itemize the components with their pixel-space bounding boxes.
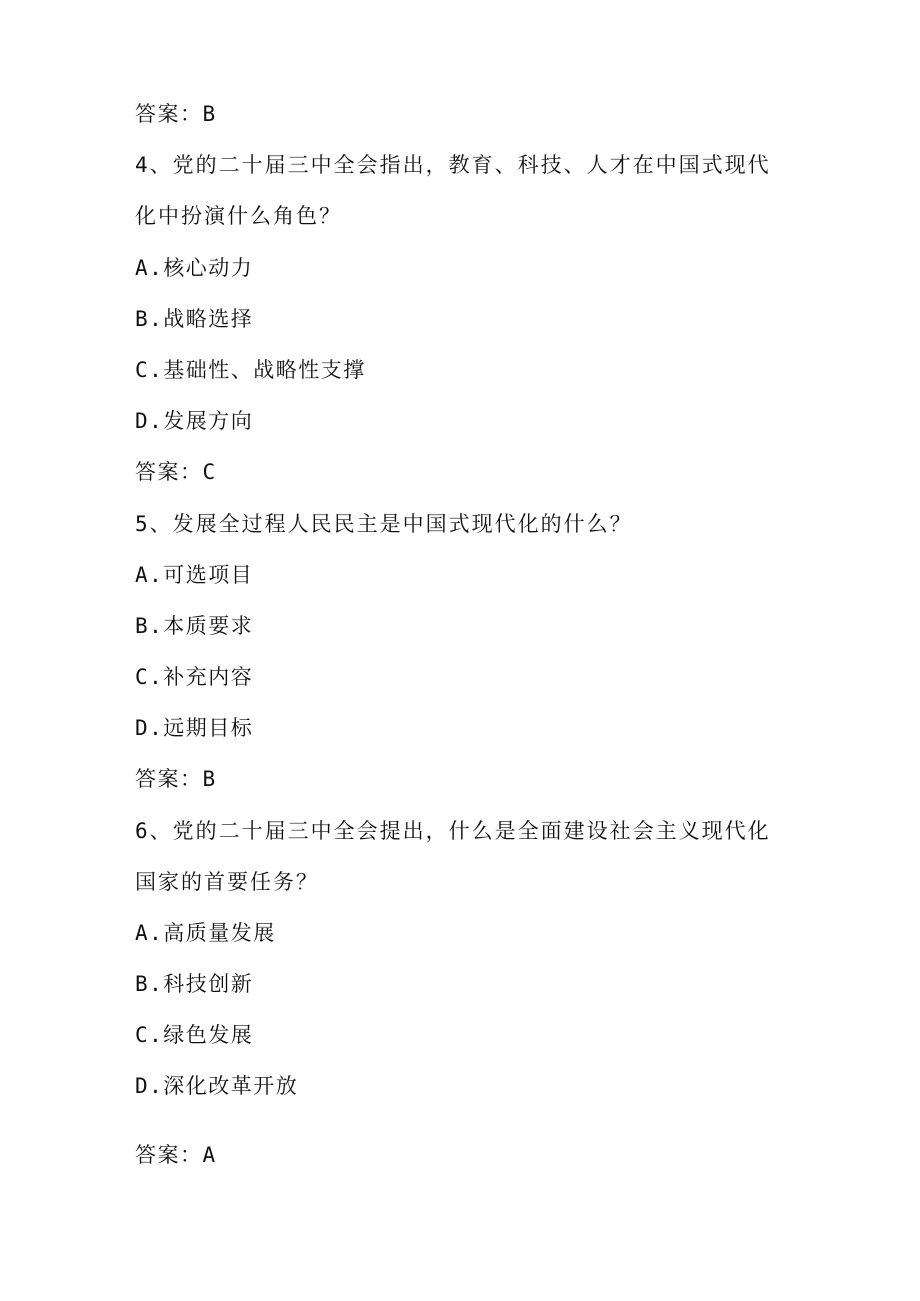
question-5-option-d: D.远期目标 [135,716,254,740]
question-4-option-b: B.战略选择 [135,307,254,331]
answer-line: 答案：B [135,102,217,126]
question-6-text: 6、党的二十届三中全会提出，什么是全面建设社会主义现代化 [135,819,771,843]
question-4-option-a: A.核心动力 [135,256,254,280]
question-6-option-d: D.深化改革开放 [135,1074,299,1098]
question-6-text-continued: 国家的首要任务？ [135,870,319,894]
question-4-option-d: D.发展方向 [135,409,254,433]
question-6-option-c: C.绿色发展 [135,1023,254,1047]
question-4-text: 4、党的二十届三中全会指出，教育、科技、人才在中国式现代 [135,153,771,177]
question-5-answer: 答案：B [135,767,217,791]
question-6-answer: 答案：A [135,1143,217,1167]
question-5-text: 5、发展全过程人民民主是中国式现代化的什么？ [135,512,633,536]
question-4-answer: 答案：C [135,460,217,484]
question-6-option-a: A.高质量发展 [135,921,276,945]
question-5-option-a: A.可选项目 [135,563,254,587]
question-4-text-continued: 化中扮演什么角色？ [135,204,342,228]
question-4-option-c: C.基础性、战略性支撑 [135,358,366,382]
question-6-option-b: B.科技创新 [135,972,254,996]
question-5-option-c: C.补充内容 [135,665,254,689]
question-5-option-b: B.本质要求 [135,614,254,638]
